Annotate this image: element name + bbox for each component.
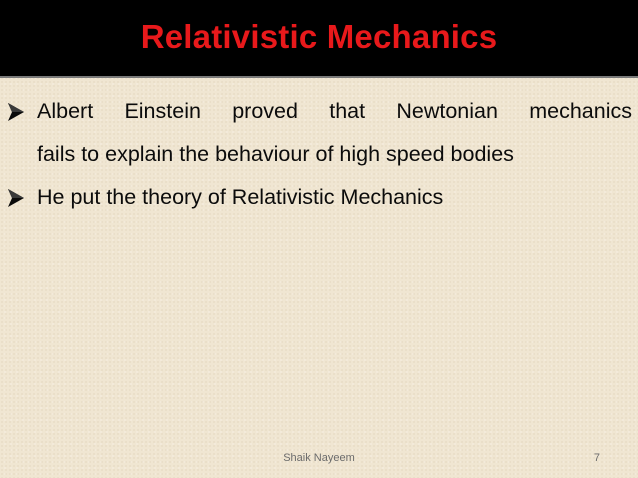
bullet-item-1 <box>6 90 632 176</box>
bullet-text-2 <box>37 176 632 219</box>
bullet-item-2 <box>6 176 632 219</box>
bullet-text-1-line-2: fails to explain the behaviour of high speed bodies <box>37 142 514 166</box>
arrowhead-bullet-icon <box>6 176 30 219</box>
bullet-text-1 <box>37 90 632 176</box>
slide-title: Relativistic Mechanics <box>140 18 498 55</box>
bullet-text-2-line-1: He put the theory of Relativistic Mechanics <box>37 185 444 209</box>
arrowhead-bullet-icon <box>6 90 30 133</box>
footer-author: Shaik Nayeem <box>283 452 355 464</box>
bullet-text-1-line-1: Albert Einstein proved that Newtonian mechanics <box>37 99 632 123</box>
bullet-list <box>6 90 632 219</box>
title-bar <box>0 0 638 78</box>
slide-number: 7 <box>593 452 600 464</box>
